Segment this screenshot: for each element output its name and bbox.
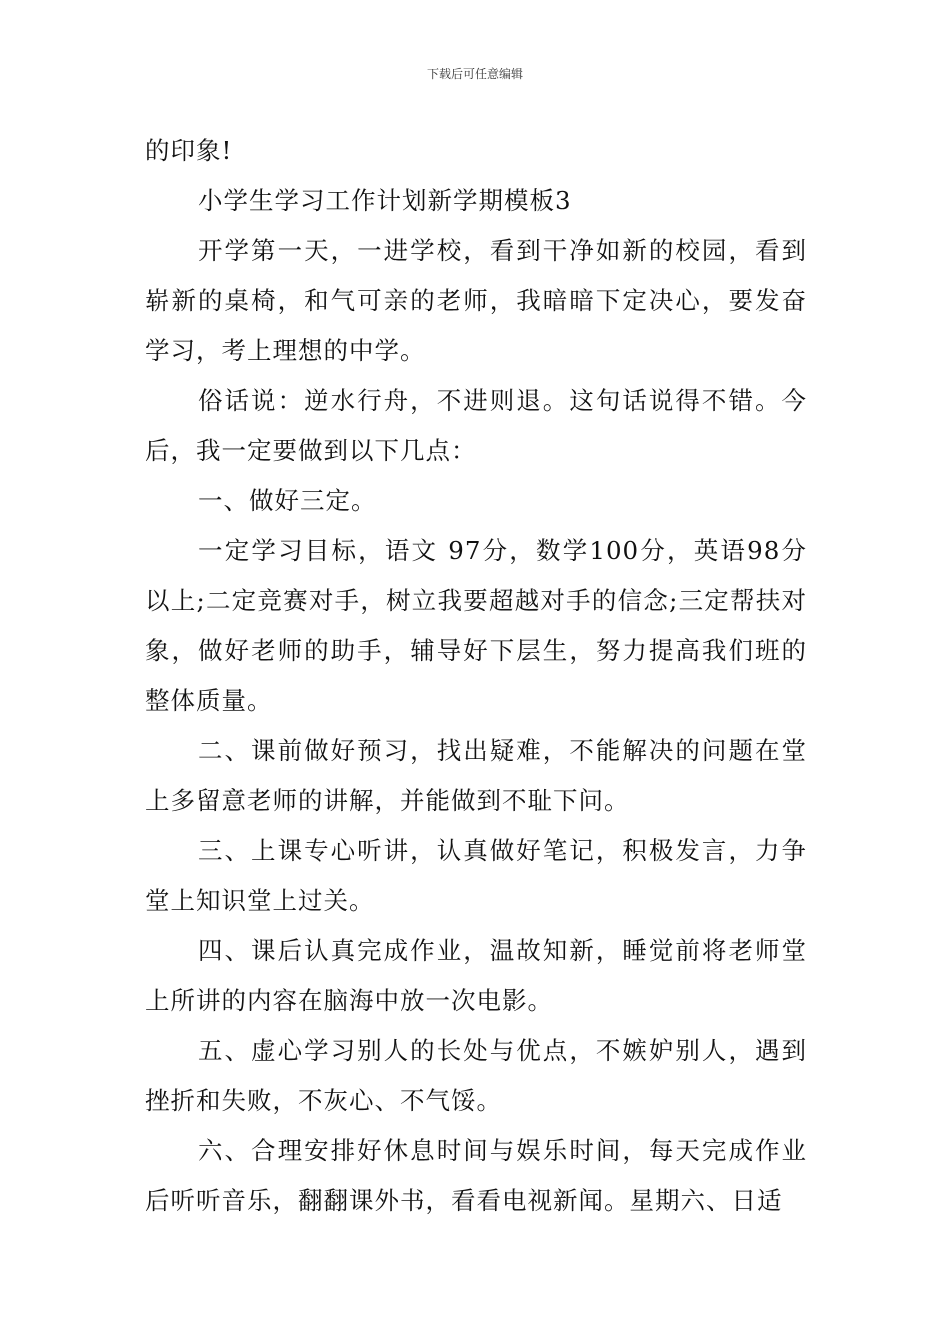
list-item: 六、合理安排好休息时间与娱乐时间，每天完成作业后听听音乐，翻翻课外书，看看电视新闻。星期六、日适 bbox=[145, 1136, 807, 1215]
paragraph: 开学第一天，一进学校，看到干净如新的校园，看到崭新的桌椅，和气可亲的老师，我暗暗下定决心，要发奋学习，考上理想的中学。 bbox=[145, 236, 807, 365]
section-title: 小学生学习工作计划新学期模板3 bbox=[198, 186, 572, 215]
paragraph: 的印象! bbox=[145, 136, 233, 165]
paragraph: 俗话说：逆水行舟，不进则退。这句话说得不错。今后，我一定要做到以下几点： bbox=[145, 386, 807, 465]
list-item: 三、上课专心听讲，认真做好笔记，积极发言，力争堂上知识堂上过关。 bbox=[145, 836, 807, 915]
paragraph: 一定学习目标，语文 97分，数学100分，英语98分以上;二定竞赛对手，树立我要超越对手的信念;三定帮扶对象，做好老师的助手，辅导好下层生，努力提高我们班的整体质量。 bbox=[145, 536, 807, 715]
list-item: 二、课前做好预习，找出疑难，不能解决的问题在堂上多留意老师的讲解，并能做到不耻下问。 bbox=[145, 736, 807, 815]
page-header: 下载后可任意编辑 bbox=[426, 67, 523, 81]
list-item: 五、虚心学习别人的长处与优点，不嫉妒别人，遇到挫折和失败，不灰心、不气馁。 bbox=[145, 1036, 807, 1115]
list-heading: 一、做好三定。 bbox=[198, 486, 377, 515]
list-item: 四、课后认真完成作业，温故知新，睡觉前将老师堂上所讲的内容在脑海中放一次电影。 bbox=[145, 936, 807, 1015]
document-body bbox=[145, 126, 807, 1226]
